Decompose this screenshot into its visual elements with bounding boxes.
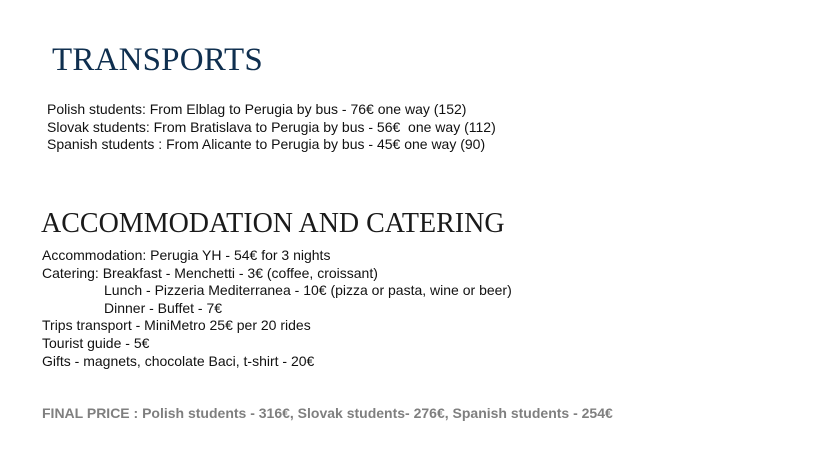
catering-dinner-line: Dinner - Buffet - 7€ (104, 299, 223, 316)
tourist-guide-line: Tourist guide - 5€ (42, 334, 150, 351)
transport-line-polish: Polish students: From Elblag to Perugia by bus - 76€ one way (152) (47, 101, 467, 117)
transport-line-spanish: Spanish students : From Alicante to Perugia by bus - 45€ one way (90) (47, 136, 486, 153)
catering-breakfast-line: Catering: Breakfast - Menchetti - 3€ (coffee, croissant) (42, 264, 378, 281)
catering-lunch-line: Lunch - Pizzeria Mediterranea - 10€ (pizza or pasta, wine or beer) (104, 282, 512, 299)
accommodation-title: ACCOMMODATION AND CATERING (41, 208, 505, 239)
transports-list (47, 101, 496, 154)
transport-line-slovak: Slovak students: From Bratislava to Perugia by bus - 56€ one way (112) (47, 118, 496, 135)
trips-transport-line: Trips transport - MiniMetro 25€ per 20 rides (42, 317, 311, 334)
accommodation-line: Accommodation: Perugia YH - 54€ for 3 nights (42, 247, 331, 263)
accommodation-list (42, 247, 512, 370)
transports-title: TRANSPORTS (52, 42, 263, 78)
final-price: FINAL PRICE : Polish students - 316€, Slovak students- 276€, Spanish students - 254€ (42, 405, 613, 421)
gifts-line: Gifts - magnets, chocolate Baci, t-shirt - 20€ (42, 352, 315, 369)
